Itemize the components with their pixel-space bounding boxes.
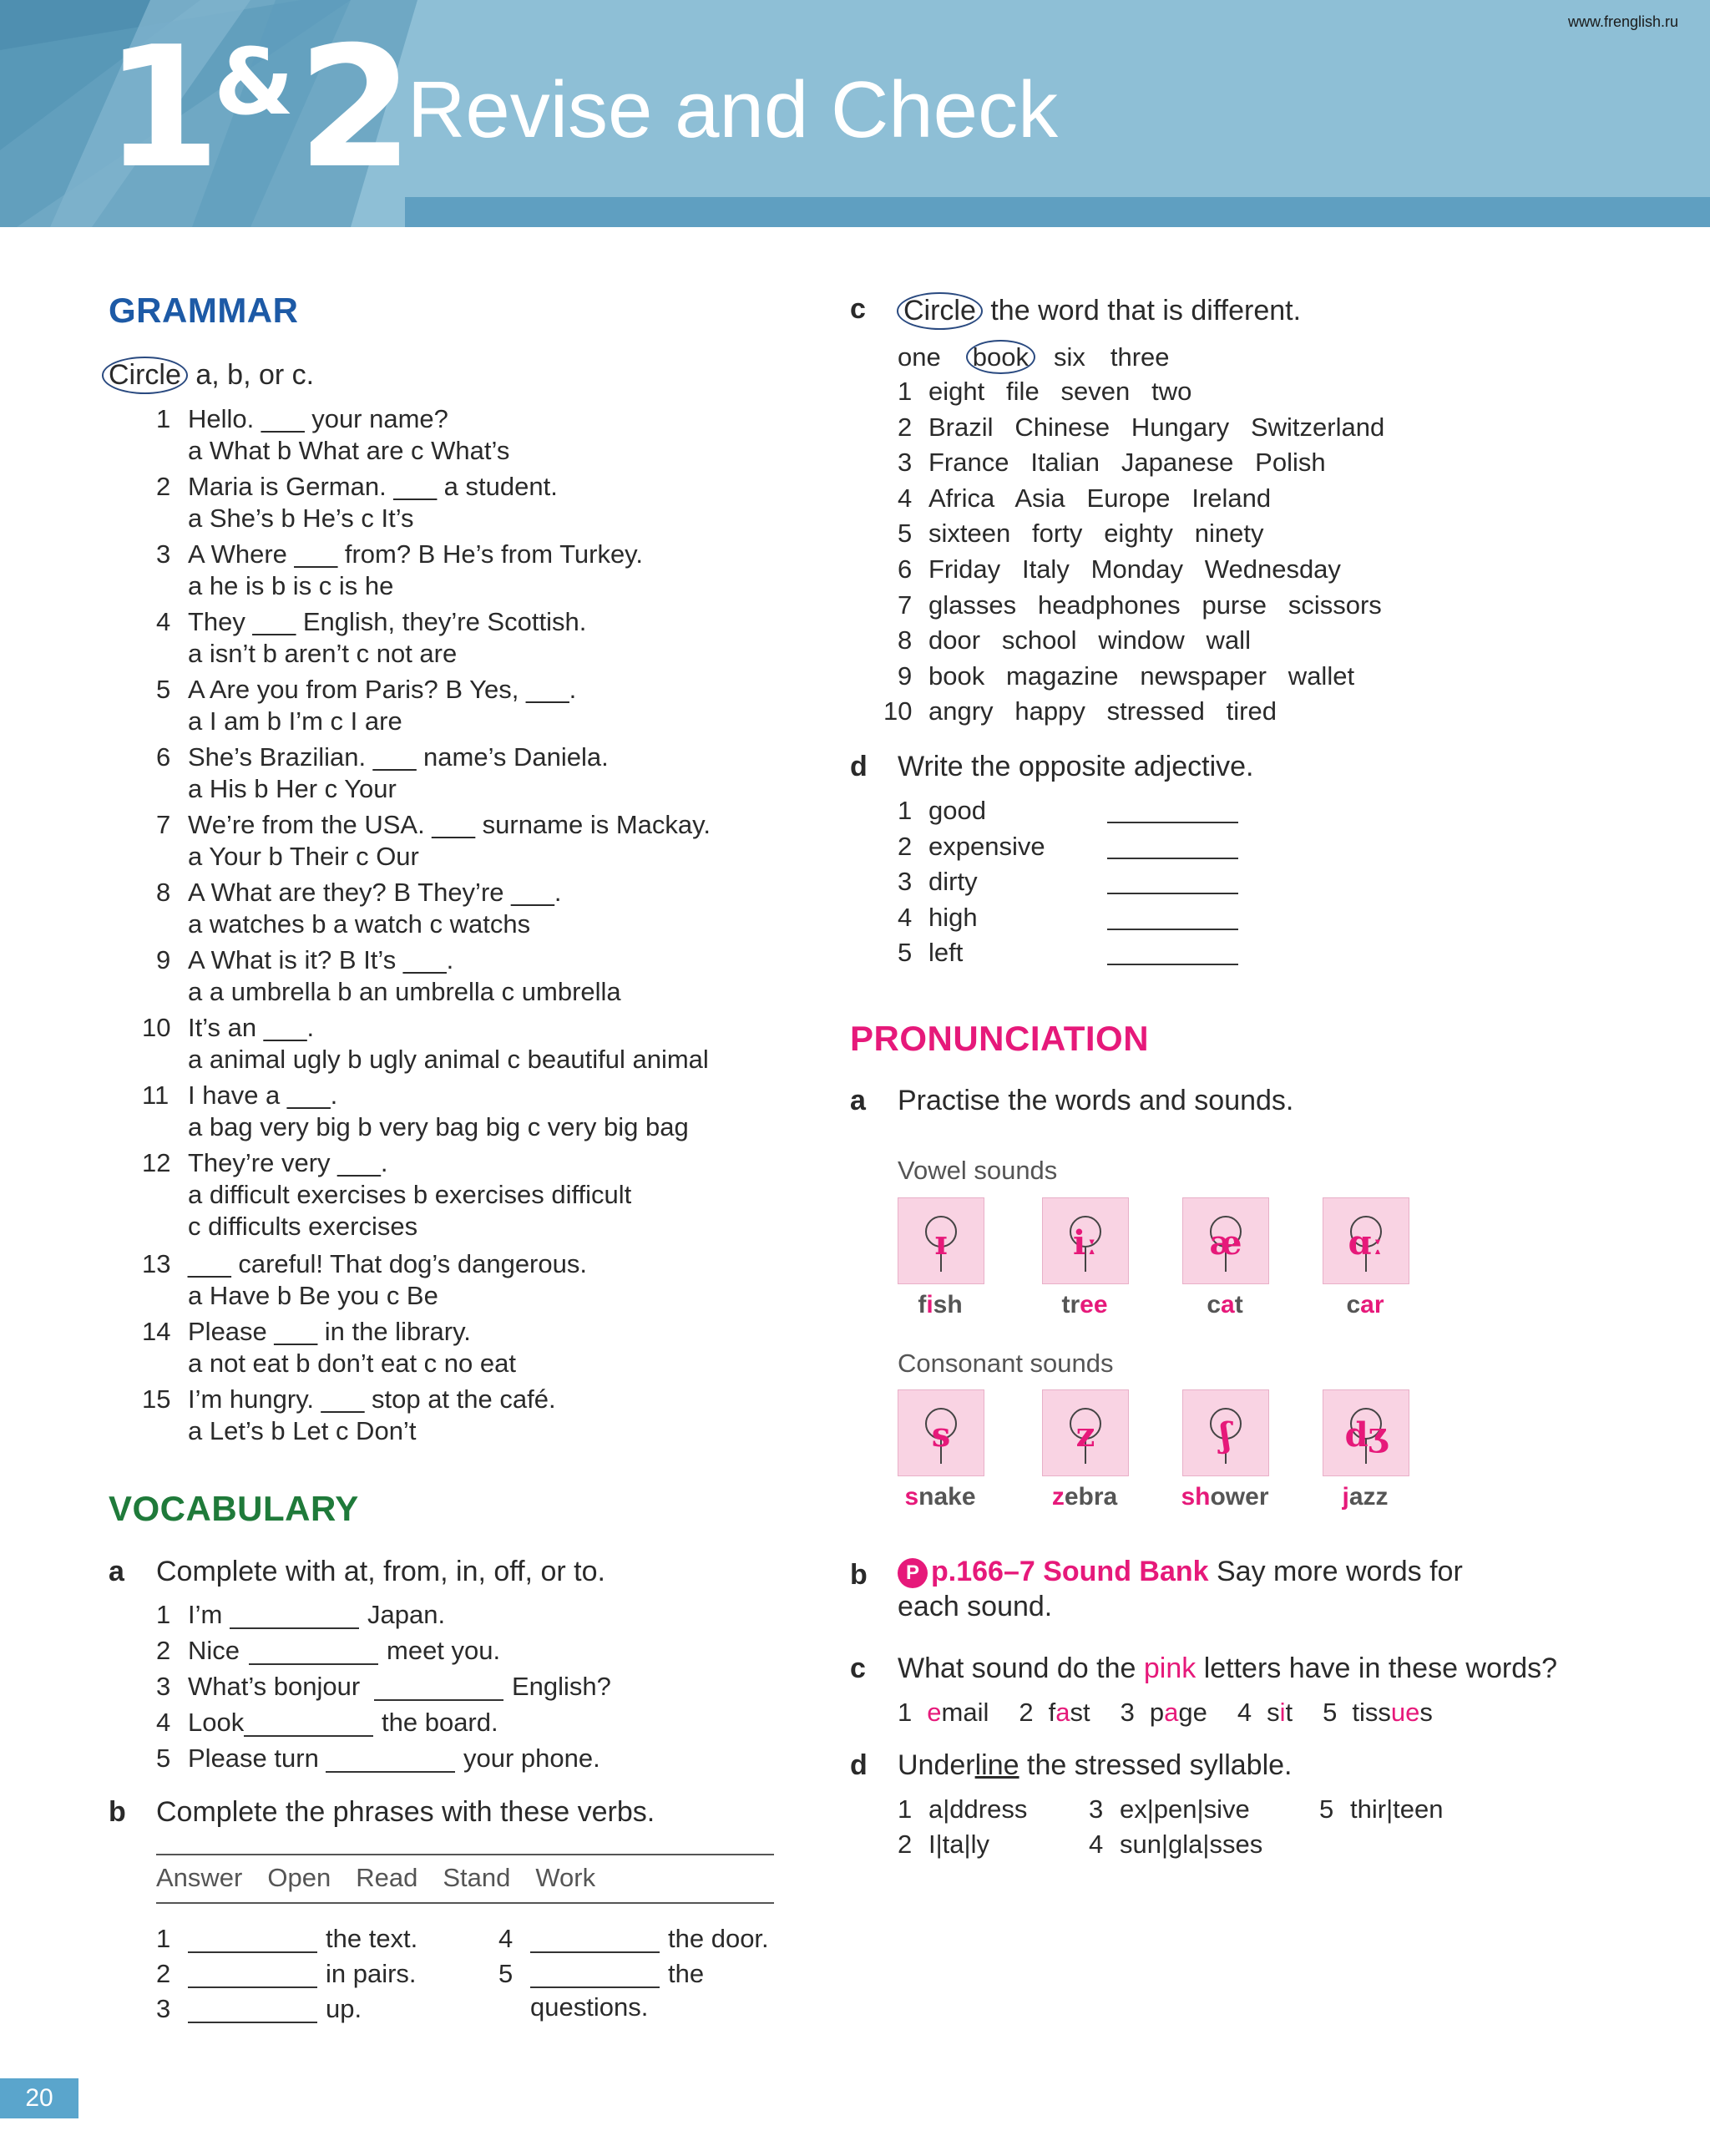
item-number: 1: [156, 1600, 171, 1629]
car-icon: [1323, 1197, 1409, 1284]
answer-options: a isn’t b aren’t c not are: [188, 639, 458, 668]
sound-word: 5 tissues: [1323, 1698, 1433, 1727]
question-number: 12: [142, 1148, 171, 1177]
verb-word-box: [156, 1862, 620, 1893]
question-text: Hello. ___ your name?: [188, 404, 448, 433]
verb-option: Stand: [443, 1863, 511, 1892]
item-number: 5: [498, 1959, 514, 1988]
cat-icon: [1182, 1197, 1269, 1284]
circled-word: Circle: [102, 357, 188, 394]
zebra-icon: [1042, 1389, 1129, 1476]
item-text: questions.: [530, 1992, 649, 2022]
pron-d-label: d: [850, 1749, 868, 1781]
circled-answer: book: [966, 340, 1035, 374]
sound-word: 2 fast: [1019, 1698, 1090, 1727]
consonant-sounds-title: Consonant sounds: [898, 1349, 1114, 1378]
item-text: Please turn: [188, 1744, 319, 1773]
question-number: 7: [156, 810, 171, 839]
word-set: Friday Italy Monday Wednesday: [928, 554, 1341, 584]
item-number: 4: [498, 1924, 514, 1953]
vocab-b-instruction: Complete the phrases with these verbs.: [156, 1796, 655, 1828]
unit-header-banner: [0, 0, 1710, 227]
pron-b-instruction-line2: each sound.: [898, 1591, 1053, 1622]
vocab-a-instruction: Complete with at, from, in, off, or to.: [156, 1556, 605, 1587]
answer-options: a What b What are c What’s: [188, 436, 510, 465]
answer-blank: [188, 1986, 317, 1988]
word-set: eight file seven two: [928, 377, 1192, 406]
vocab-c-instruction: Circle the word that is different.: [903, 292, 1301, 330]
syllable-word: I|ta|ly: [928, 1830, 989, 1859]
answer-options: a he is b is c is he: [188, 571, 394, 600]
pron-c-word-row: [898, 1697, 1463, 1728]
item-number: 7: [898, 590, 913, 620]
sound-word: car: [1346, 1291, 1384, 1318]
phonetic-symbol: iː: [1073, 1223, 1098, 1263]
question-text: I have a ___.: [188, 1081, 338, 1110]
question-number: 1: [156, 404, 171, 433]
vocab-c-label: c: [850, 293, 866, 325]
question-number: 4: [156, 607, 171, 636]
item-number: 2: [898, 1830, 913, 1859]
question-number: 5: [156, 675, 171, 704]
pron-b-label: b: [850, 1559, 868, 1591]
item-number: 6: [898, 554, 913, 584]
answer-options: a animal ugly b ugly animal c beautiful animal: [188, 1045, 709, 1074]
pron-b-instruction: P p.166–7 Sound Bank Say more words for: [898, 1555, 1463, 1589]
grammar-instruction: Circle a, b, or c.: [109, 357, 314, 394]
phonetic-symbol: dʒ: [1344, 1415, 1388, 1455]
answer-options: a Your b Their c Our: [188, 842, 419, 871]
unit-number: 1&2: [104, 11, 404, 205]
vocab-c-example-row: [898, 340, 1195, 374]
answer-blank: [188, 1951, 317, 1953]
phonetic-symbol: ɑː: [1348, 1223, 1384, 1263]
question-number: 15: [142, 1384, 171, 1414]
sound-word: 3 page: [1120, 1698, 1207, 1727]
item-number: 1: [898, 377, 913, 406]
vocab-d-instruction: Write the opposite adjective.: [898, 751, 1254, 782]
question-number: 13: [142, 1249, 171, 1278]
answer-options: a a umbrella b an umbrella c umbrella: [188, 977, 621, 1006]
sound-word: tree: [1061, 1291, 1108, 1318]
item-text: What’s bonjour: [188, 1672, 361, 1701]
vocab-d-label: d: [850, 751, 868, 782]
item-number: 2: [898, 412, 913, 442]
question-number: 14: [142, 1317, 171, 1346]
question-text: I’m hungry. ___ stop at the café.: [188, 1384, 556, 1414]
adjective: dirty: [928, 867, 978, 896]
item-number: 2: [156, 1959, 171, 1988]
pron-c-label: c: [850, 1652, 866, 1684]
item-number: 10: [883, 696, 913, 726]
site-url: www.frenglish.ru: [1567, 13, 1678, 30]
item-number: 3: [898, 867, 913, 896]
item-number: 1: [898, 796, 913, 825]
phonetic-symbol: ɪ: [934, 1223, 948, 1263]
adjective: expensive: [928, 831, 1045, 861]
question-text: A What are they? B They’re ___.: [188, 878, 562, 907]
pron-c-instruction: What sound do the pink letters have in these words?: [898, 1652, 1558, 1684]
question-text: It’s an ___.: [188, 1013, 315, 1042]
item-number: 4: [1089, 1830, 1104, 1859]
question-text: They ___ English, they’re Scottish.: [188, 607, 587, 636]
answer-blank: [244, 1735, 373, 1737]
question-text: A Are you from Paris? B Yes, ___.: [188, 675, 577, 704]
question-text: We’re from the USA. ___ surname is Mackay.: [188, 810, 711, 839]
item-text: your phone.: [463, 1744, 600, 1773]
question-text: Please ___ in the library.: [188, 1317, 471, 1346]
item-text: in pairs.: [326, 1959, 417, 1988]
item-number: 2: [156, 1636, 171, 1665]
adjective: good: [928, 796, 986, 825]
verb-option: Read: [356, 1863, 418, 1892]
vocab-a-label: a: [109, 1556, 124, 1587]
question-text: They’re very ___.: [188, 1148, 388, 1177]
word-set: Brazil Chinese Hungary Switzerland: [928, 412, 1385, 442]
sound-word: zebra: [1051, 1483, 1118, 1511]
question-number: 2: [156, 472, 171, 501]
pronunciation-heading: PRONUNCIATION: [850, 1019, 1150, 1058]
answer-options: a Let’s b Let c Don’t: [188, 1416, 417, 1445]
vocabulary-heading: VOCABULARY: [109, 1489, 359, 1528]
answer-options: a bag very big b very bag big c very big bag: [188, 1112, 689, 1141]
answer-blank: [530, 1986, 660, 1988]
adjective: high: [928, 902, 978, 932]
item-number: 3: [156, 1994, 171, 2023]
item-text: the text.: [326, 1924, 418, 1953]
item-text: the: [668, 1959, 705, 1988]
syllable-word: ex|pen|sive: [1120, 1794, 1250, 1824]
item-number: 2: [898, 831, 913, 861]
item-text: meet you.: [387, 1636, 501, 1665]
sound-word: 4 sit: [1237, 1698, 1293, 1727]
vowel-sounds-title: Vowel sounds: [898, 1156, 1058, 1185]
word-set: door school window wall: [928, 625, 1251, 655]
answer-options: c difficults exercises: [188, 1212, 418, 1241]
item-number: 3: [1089, 1794, 1104, 1824]
phonetic-symbol: s: [931, 1415, 951, 1455]
sound-word: snake: [904, 1483, 976, 1511]
adjective: left: [928, 938, 964, 967]
item-number: 5: [1319, 1794, 1334, 1824]
syllable-word: sun|gla|sses: [1120, 1830, 1263, 1859]
word-set: France Italian Japanese Polish: [928, 448, 1326, 478]
snake-icon: [898, 1389, 984, 1476]
question-number: 11: [142, 1081, 169, 1110]
answer-blank: [188, 2022, 317, 2023]
question-number: 6: [156, 742, 171, 772]
item-number: 4: [898, 902, 913, 932]
syllable-word: a|ddress: [928, 1794, 1028, 1824]
sound-word: jazz: [1342, 1483, 1389, 1511]
sound-bank-reference: p.166–7 Sound Bank: [931, 1556, 1209, 1587]
question-number: 8: [156, 878, 171, 907]
shower-icon: [1182, 1389, 1269, 1476]
phonetic-symbol: ʃ: [1220, 1415, 1232, 1455]
item-number: 3: [156, 1672, 171, 1701]
item-number: 5: [156, 1744, 171, 1773]
item-number: 4: [898, 483, 913, 513]
answer-options: a watches b a watch c watchs: [188, 909, 531, 939]
item-number: 9: [898, 660, 913, 691]
item-number: 5: [898, 938, 913, 967]
answer-options: a Have b Be you c Be: [188, 1281, 438, 1310]
sound-word: cat: [1207, 1291, 1243, 1318]
item-number: 5: [898, 519, 913, 549]
verb-box-top-rule: [156, 1854, 774, 1855]
word-set: book magazine newspaper wallet: [928, 660, 1355, 691]
sound-word: fish: [918, 1291, 963, 1318]
answer-options: a difficult exercises b exercises difficult: [188, 1180, 632, 1209]
question-number: 3: [156, 539, 171, 569]
example-word: one: [898, 342, 941, 372]
pron-d-instruction: Underline the stressed syllable.: [898, 1749, 1293, 1781]
item-text: Look: [188, 1708, 245, 1737]
answer-blank: [1107, 893, 1238, 894]
item-text: the board.: [382, 1708, 498, 1737]
example-word: three: [1110, 342, 1170, 372]
answer-blank: [1107, 822, 1238, 823]
verb-option: Answer: [156, 1863, 243, 1892]
item-number: 1: [898, 1794, 913, 1824]
pron-a-instruction: Practise the words and sounds.: [898, 1085, 1294, 1116]
item-text: the door.: [668, 1924, 769, 1953]
item-text: Japan.: [367, 1600, 446, 1629]
verb-option: Work: [535, 1863, 596, 1892]
fish-icon: [898, 1197, 984, 1284]
item-text: Nice: [188, 1636, 240, 1665]
answer-options: a I am b I’m c I are: [188, 706, 402, 736]
word-set: glasses headphones purse scissors: [928, 590, 1382, 620]
circled-word: Circle: [897, 292, 983, 330]
phonetic-symbol: æ: [1209, 1223, 1242, 1263]
page-number: 20: [0, 2078, 78, 2118]
page-title: Revise and Check: [407, 65, 1059, 154]
tree-icon: [1042, 1197, 1129, 1284]
grammar-heading: GRAMMAR: [109, 291, 299, 330]
item-number: 3: [898, 448, 913, 478]
question-number: 10: [142, 1013, 171, 1042]
sound-word: 1 email: [898, 1698, 989, 1727]
answer-blank: [530, 1951, 660, 1953]
item-text: I’m: [188, 1600, 223, 1629]
answer-options: a She’s b He’s c It’s: [188, 504, 414, 533]
answer-blank: [374, 1699, 503, 1701]
question-text: Maria is German. ___ a student.: [188, 472, 558, 501]
syllable-word: thir|teen: [1350, 1794, 1444, 1824]
answer-blank: [326, 1771, 455, 1773]
jazz-icon: [1323, 1389, 1409, 1476]
answer-blank: [249, 1663, 378, 1665]
item-number: 1: [156, 1924, 171, 1953]
question-number: 9: [156, 945, 171, 974]
sound-word: shower: [1181, 1483, 1269, 1511]
answer-options: a His b Her c Your: [188, 774, 397, 803]
phonetic-symbol: z: [1075, 1415, 1095, 1455]
word-set: angry happy stressed tired: [928, 696, 1277, 726]
answer-blank: [230, 1627, 359, 1629]
example-word: six: [1053, 342, 1085, 372]
answer-blank: [1107, 929, 1238, 930]
item-text: up.: [326, 1994, 362, 2023]
item-number: 8: [898, 625, 913, 655]
verb-option: Open: [267, 1863, 331, 1892]
question-text: She’s Brazilian. ___ name’s Daniela.: [188, 742, 609, 772]
question-text: ___ careful! That dog’s dangerous.: [188, 1249, 587, 1278]
item-text: English?: [512, 1672, 611, 1701]
word-set: Africa Asia Europe Ireland: [928, 483, 1272, 513]
phonetics-badge: P: [898, 1558, 928, 1588]
item-number: 4: [156, 1708, 171, 1737]
answer-blank: [1107, 964, 1238, 965]
answer-blank: [1107, 858, 1238, 859]
word-set: sixteen forty eighty ninety: [928, 519, 1264, 549]
verb-box-bottom-rule: [156, 1902, 774, 1904]
question-text: A Where ___ from? B He’s from Turkey.: [188, 539, 643, 569]
vocab-b-label: b: [109, 1796, 126, 1828]
question-text: A What is it? B It’s ___.: [188, 945, 454, 974]
answer-options: a not eat b don’t eat c no eat: [188, 1349, 516, 1378]
pron-a-label: a: [850, 1085, 866, 1116]
